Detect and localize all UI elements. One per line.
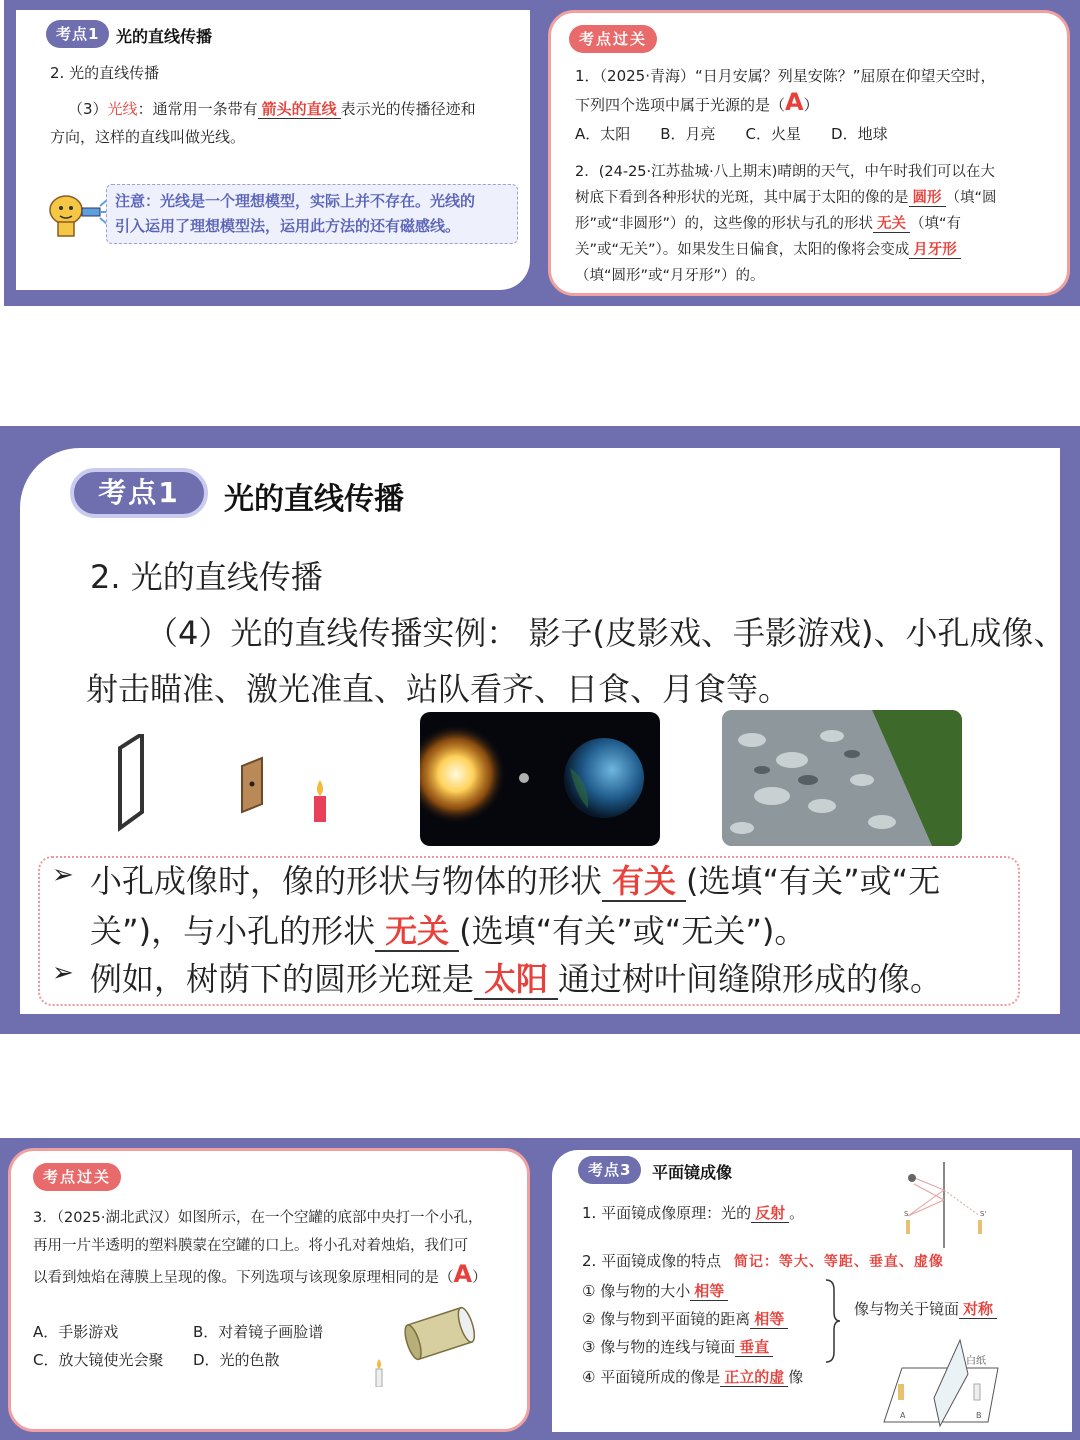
top-left-card [16,10,530,290]
feature-1: ① 像与物的大小 相等 [582,1278,728,1304]
bullet-arrow-1: ➢ [52,860,74,890]
note-line-1: 注意：光线是一个理想模型，实际上并不存在。光线的 [115,192,476,210]
summary-line-3: 例如，树荫下的圆形光斑是 太阳 通过树叶间缝隙形成的像。 [90,960,943,998]
practice-badge: 考点过关 [33,1163,121,1191]
q3-option-d: D．光的色散 [193,1351,280,1369]
q3-option-c: C．放大镜使光会聚 [33,1351,164,1369]
examples-line-2: 射击瞄准、激光准直、站队看齐、日食、月食等。 [86,670,791,708]
q3-stem: 3．（2025·湖北武汉）如图所示，在一个空罐的底部中央打一个小孔， [33,1210,483,1226]
svg-text:S': S' [980,1210,987,1218]
summary-line-2: 关”)，与小孔的形状 无关 (选填“有关”或“无关”)。 [90,912,807,950]
feature-4: ④ 平面镜所成的像是 正立的虚 像 [582,1368,804,1386]
topic-badge: 考点1 [46,20,109,48]
practice-badge: 考点过关 [569,25,657,53]
light-ray-definition-cont: 方向，这样的直线叫做光线。 [50,128,246,146]
note-line-2: 引入运用了理想模型法，运用此方法的还有磁感线。 [115,217,461,235]
q3-stem-3: 以看到烛焰在薄膜上呈现的像。下列选项与该现象原理相同的是（A） [33,1260,487,1288]
eclipse-graphic [420,712,660,846]
light-ray-definition: （3）光线：通常用一条带有 箭头的直线 表示光的传播径迹和 [68,100,476,118]
mascot-illustration [40,182,108,242]
q2-stem: 2．(24-25·江苏盐城·八上期末)晴朗的天气，中午时我们可以在大 [575,164,995,180]
mirror-reflection-diagram [900,1160,1000,1250]
subheading-large: 2. 光的直线传播 [90,558,323,596]
topic-title: 平面镜成像 [652,1163,733,1182]
feature-3: ③ 像与物的连线与镜面 垂直 [582,1334,773,1360]
q1-options: A．太阳 B．月亮 C．火星 D．地球 [575,125,888,143]
q2-line-5: （填“圆形”或“月牙形”）的。 [575,268,765,284]
svg-text:B: B [976,1411,982,1420]
white-paper-label: 白纸 [966,1356,986,1367]
subheading: 2. 光的直线传播 [50,64,160,82]
q1-stem: 1．（2025·青海）“日月安属？列星安陈？”屈原在仰望天空时， [575,67,996,85]
topic-badge-large [70,468,208,518]
topic-badge: 考点3 [578,1156,641,1184]
q2-line-2: 树底下看到各种形状的光斑，其中属于太阳的像的是 圆形 （填“圆 [575,190,997,206]
bullet-arrow-2: ➢ [52,958,74,988]
top-right-card [548,10,1070,296]
glass-plate-experiment-diagram [878,1338,1014,1428]
q1-stem-cont: 下列四个选项中属于光源的是（A） [575,88,819,116]
bottom-left-card [8,1148,530,1432]
tree-shade-graphic [722,710,962,846]
badge-label: 考点1 [98,476,180,509]
eclipse-photo [420,712,660,846]
pinhole-apparatus-illustration [100,734,360,844]
symmetry-statement: 像与物关于镜面 对称 [854,1296,997,1322]
examples-line-1: （4）光的直线传播实例： 影子(皮影戏、手影游戏)、小孔成像、 [146,614,1066,652]
q3-stem-2: 再用一片半透明的塑料膜蒙在空罐的口上。将小孔对着烛焰，我们可 [33,1238,468,1254]
section-title: 光的直线传播 [224,482,404,517]
q2-line-4: 关”或“无关”）。如果发生日偏食，太阳的像将会变成 月牙形 [575,237,961,263]
q3-option-b: B．对着镜子画脸谱 [193,1323,324,1341]
q2-line-3: 形”或“非圆形”）的，这些像的形状与孔的形状 无关 （填“有 [575,216,962,232]
can-and-candle-illustration [401,1301,491,1391]
svg-text:S: S [904,1210,909,1218]
svg-text:A: A [900,1411,906,1420]
tree-shade-photo [722,710,962,846]
candle-icon [371,1357,387,1387]
middle-card [20,448,1066,1014]
bottom-right-card [552,1150,1072,1432]
right-brace [824,1278,842,1364]
note-box [106,184,518,244]
q3-option-a: A．手影游戏 [33,1323,119,1341]
feature-2: ② 像与物到平面镜的距离 相等 [582,1306,788,1332]
mirror-principle: 1. 平面镜成像原理：光的 反射 。 [582,1204,805,1222]
summary-line-1: 小孔成像时，像的形状与物体的形状 有关 (选填“有关”或“无 [90,862,941,900]
topic-title: 光的直线传播 [116,27,213,46]
mirror-features-heading: 2. 平面镜成像的特点 简记：等大、等距、垂直、虚像 [582,1252,944,1270]
